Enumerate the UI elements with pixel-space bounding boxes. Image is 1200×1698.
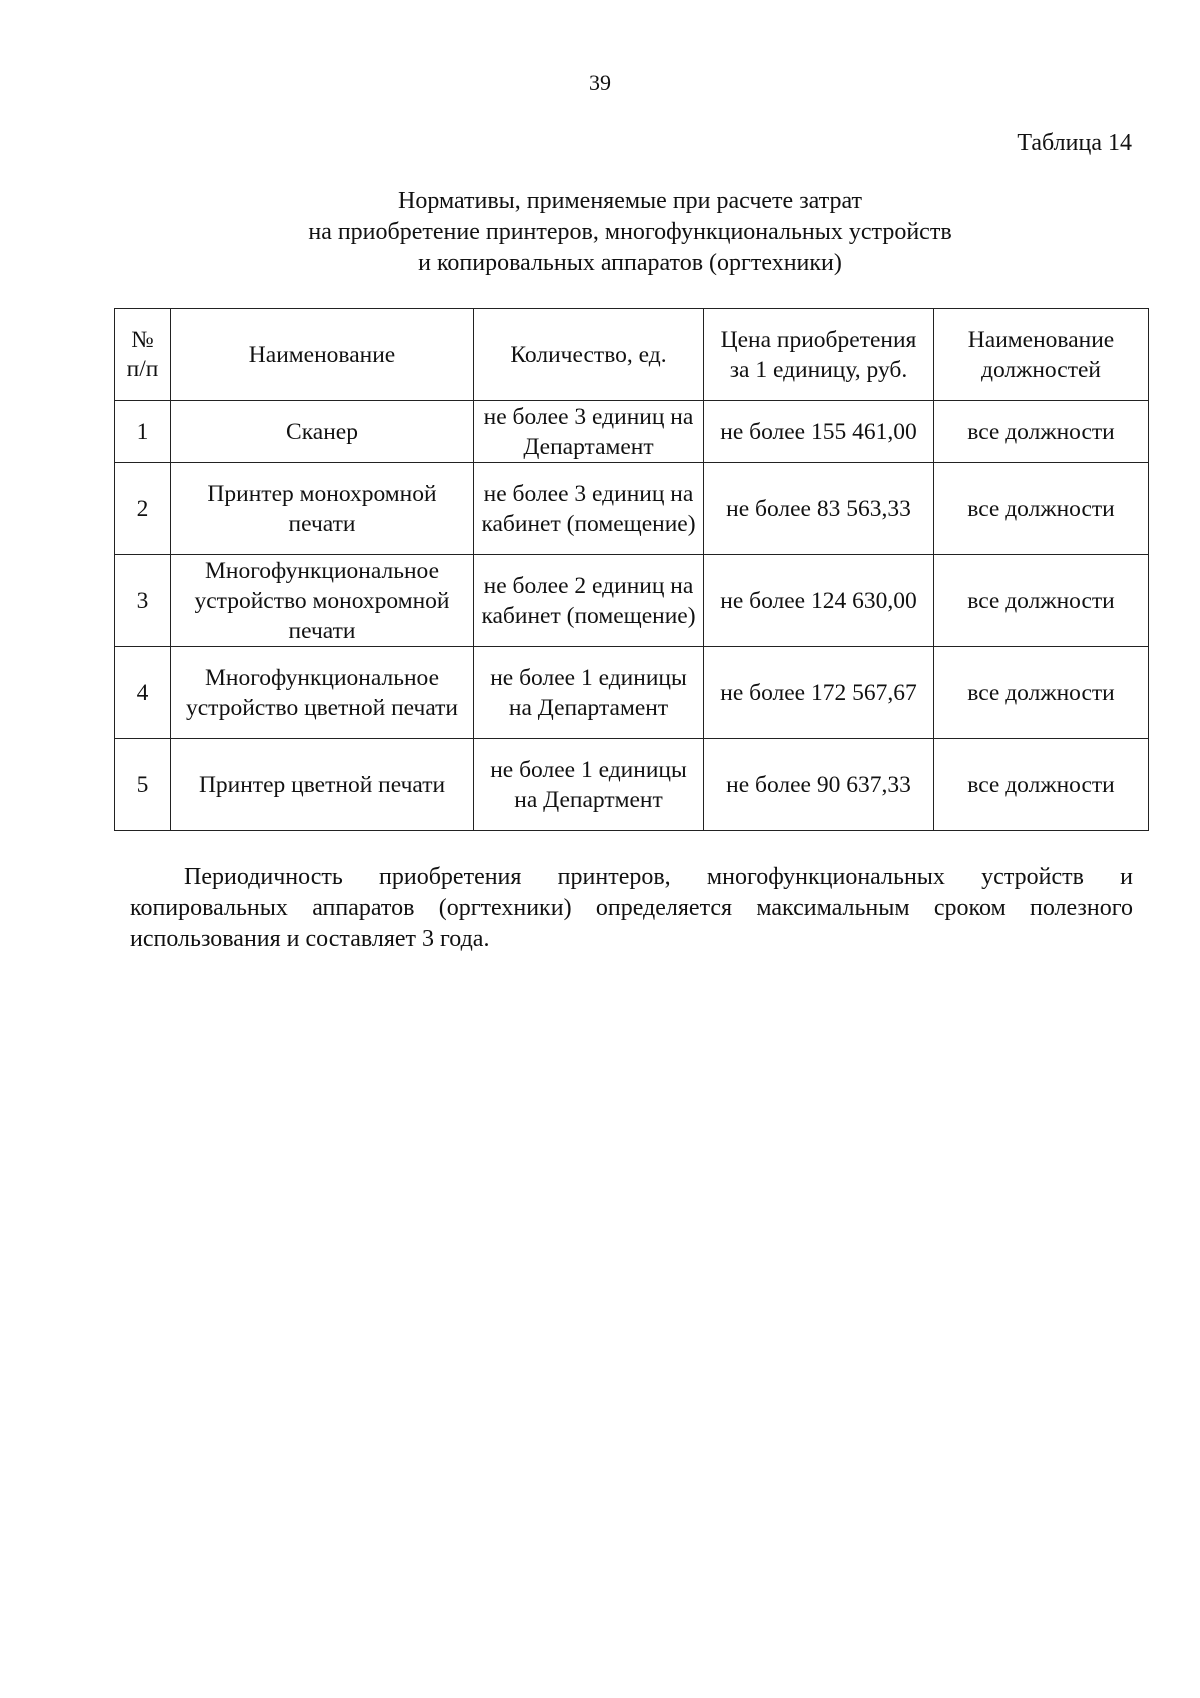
cell-number: 2 xyxy=(115,463,171,555)
cell-quantity: не более 1 единицы на Департмент xyxy=(474,739,704,831)
cell-name: Принтер цветной печати xyxy=(171,739,474,831)
cell-name: Многофункциональное устройство монохромной печати xyxy=(171,555,474,647)
table-title-line: и копировальных аппаратов (оргтехники) xyxy=(418,250,842,276)
page-number: 39 xyxy=(589,70,611,95)
table-label: Таблица 14 xyxy=(1017,130,1132,156)
norms-table xyxy=(114,308,1149,831)
periodicity-paragraph: Периодичность приобретения принтеров, многофункциональных устройств и копировальных аппаратов (оргтехники) определяется максимальным сроком полезного использования и составляет 3 года. xyxy=(130,864,1133,952)
cell-price: не более 90 637,33 xyxy=(704,739,934,831)
cell-positions: все должности xyxy=(934,647,1149,739)
table-row xyxy=(115,647,1149,739)
table-row xyxy=(115,739,1149,831)
cell-name: Принтер монохромной печати xyxy=(171,463,474,555)
table-row xyxy=(115,463,1149,555)
cell-quantity: не более 3 единиц на Департамент xyxy=(474,401,704,463)
cell-number: 3 xyxy=(115,555,171,647)
cell-quantity: не более 1 единицы на Департамент xyxy=(474,647,704,739)
cell-positions: все должности xyxy=(934,401,1149,463)
table-title xyxy=(0,186,1200,279)
table-title-line: Нормативы, применяемые при расчете затрат xyxy=(397,188,863,214)
header-quantity: Количество, ед. xyxy=(474,309,704,401)
cell-price: не более 83 563,33 xyxy=(704,463,934,555)
cell-quantity: не более 2 единиц на кабинет (помещение) xyxy=(474,555,704,647)
cell-name: Сканер xyxy=(171,401,474,463)
cell-positions: все должности xyxy=(934,739,1149,831)
header-positions: Наименование должностей xyxy=(934,309,1149,401)
header-price: Цена приобретения за 1 единицу, руб. xyxy=(704,309,934,401)
cell-price: не более 172 567,67 xyxy=(704,647,934,739)
cell-price: не более 155 461,00 xyxy=(704,401,934,463)
cell-name: Многофункциональное устройство цветной печати xyxy=(171,647,474,739)
table-row xyxy=(115,555,1149,647)
header-name: Наименование xyxy=(171,309,474,401)
cell-price: не более 124 630,00 xyxy=(704,555,934,647)
cell-positions: все должности xyxy=(934,463,1149,555)
table-header-row xyxy=(115,309,1149,401)
cell-number: 5 xyxy=(115,739,171,831)
cell-positions: все должности xyxy=(934,555,1149,647)
table-title-line: на приобретение принтеров, многофункциональных устройств xyxy=(308,219,952,245)
table-row xyxy=(115,401,1149,463)
cell-quantity: не более 3 единиц на кабинет (помещение) xyxy=(474,463,704,555)
cell-number: 1 xyxy=(115,401,171,463)
cell-number: 4 xyxy=(115,647,171,739)
header-number: № п/п xyxy=(115,309,171,401)
